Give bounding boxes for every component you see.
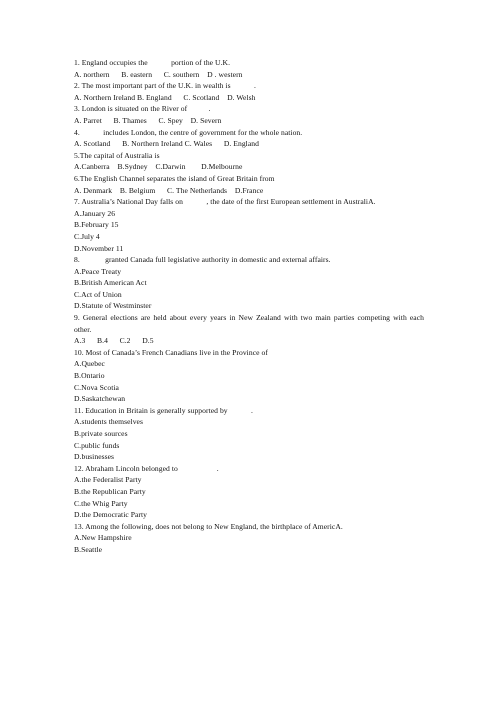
question-5-options: A.Canberra B.Sydney C.Darwin D.Melbourne xyxy=(74,162,243,172)
question-11-text: 11. Education in Britain is generally supported by . xyxy=(74,405,253,415)
question-4-options: A. Scotland B. Northern Ireland C. Wales D. England xyxy=(74,139,259,149)
question-5-text: 5.The capital of Australia is xyxy=(74,150,160,160)
question-7-option-b: B.February 15 xyxy=(74,220,119,230)
question-8-text: 8. granted Canada full legislative authority in domestic and external affairs. xyxy=(74,255,331,265)
question-11-option-c: C.public funds xyxy=(74,440,120,450)
question-13-option-a: A.New Hampshire xyxy=(74,533,132,543)
question-12-option-a: A.the Federalist Party xyxy=(74,475,142,485)
question-1-text: 1. England occupies the portion of the U.K. xyxy=(74,58,231,67)
question-8-option-a: A.Peace Treaty xyxy=(74,266,122,276)
question-7-option-d: D.November 11 xyxy=(74,243,124,253)
document-body xyxy=(74,57,424,556)
question-8-option-c: C.Act of Union xyxy=(74,289,122,299)
question-3-options: A. Parret B. Thames C. Spey D. Severn xyxy=(74,115,222,125)
question-12-option-d: D.the Democratic Party xyxy=(74,510,148,520)
question-7-option-c: C.July 4 xyxy=(74,231,100,241)
question-13-option-b: B.Seattle xyxy=(74,544,103,554)
question-4-text: 4. includes London, the centre of government for the whole nation. xyxy=(74,127,303,137)
question-9-text: 9. General elections are held about every years in New Zealand with two main parties competing with each other. xyxy=(74,313,424,334)
question-6-text: 6.The English Channel separates the island of Great Britain from xyxy=(74,173,275,183)
question-8-option-d: D.Statute of Westminster xyxy=(74,301,152,311)
question-13-text: 13. Among the following, does not belong to New England, the birthplace of AmericA. xyxy=(74,521,343,531)
question-10-option-a: A.Quebec xyxy=(74,359,105,369)
question-2-options: A. Northern Ireland B. England C. Scotland D. Welsh xyxy=(74,92,256,102)
question-3-text: 3. London is situated on the River of . xyxy=(74,104,211,114)
question-11-option-b: B.private sources xyxy=(74,429,128,438)
question-7-text: 7. Australia’s National Day falls on , the date of the first European settlement in AustraliA. xyxy=(74,197,376,207)
question-10-option-b: B.Ontario xyxy=(74,371,105,381)
question-1-options: A. northern B. eastern C. southern D . western xyxy=(74,69,243,79)
question-11-option-d: D.businesses xyxy=(74,452,115,462)
question-6-options: A. Denmark B. Belgium C. The Netherlands D.France xyxy=(74,185,264,195)
question-11-option-a: A.students themselves xyxy=(74,417,143,427)
question-8-option-b: B.British American Act xyxy=(74,278,147,288)
question-10-option-d: D.Saskatchewan xyxy=(74,394,126,404)
question-12-option-b: B.the Republican Party xyxy=(74,486,146,496)
question-10-option-c: C.Nova Scotia xyxy=(74,382,119,392)
question-12-option-c: C.the Whig Party xyxy=(74,498,128,508)
question-2-text: 2. The most important part of the U.K. in wealth is . xyxy=(74,81,256,91)
question-9-options: A.3 B.4 C.2 D.5 xyxy=(74,336,154,346)
question-12-text: 12. Abraham Lincoln belonged to . xyxy=(74,463,219,473)
question-7-option-a: A.January 26 xyxy=(74,208,116,218)
question-10-text: 10. Most of Canada’s French Canadians live in the Province of xyxy=(74,347,268,357)
